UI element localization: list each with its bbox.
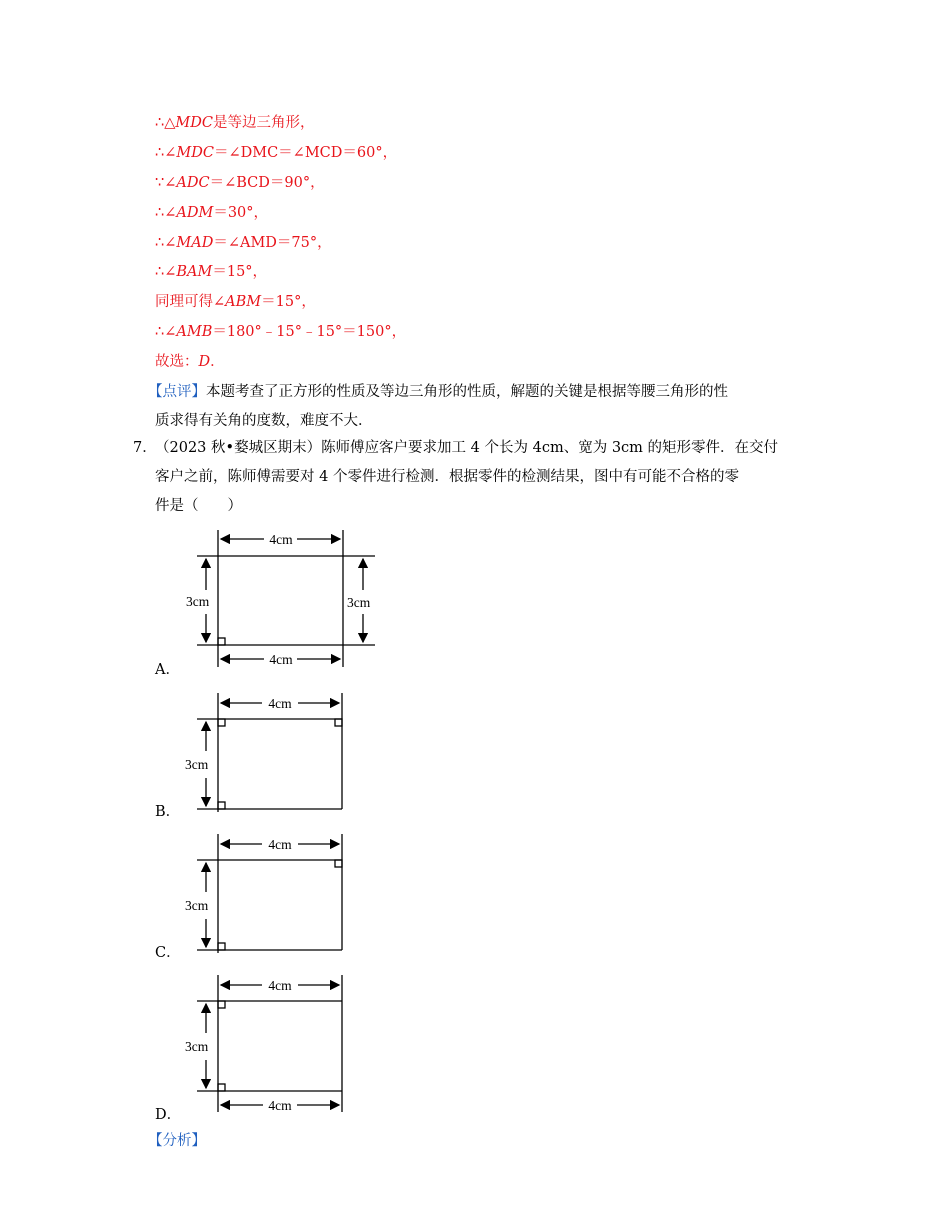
figure-a bbox=[185, 522, 385, 672]
comment-line-2: 质求得有关角的度数，难度不大． bbox=[155, 413, 373, 429]
solution-line: ∴∠MAD＝∠AMD＝75°， bbox=[155, 235, 332, 251]
question-line-2: 客户之前，陈师傅需要对 4 个零件进行检测．根据零件的检测结果，图中有可能不合格的零 bbox=[155, 469, 739, 485]
question-line-1: （2023 秋•婺城区期末）陈师傅应客户要求加工 4 个长为 4cm、宽为 3cm 的矩形零件．在交付 bbox=[155, 440, 779, 456]
label-left-height: 3cm bbox=[186, 594, 210, 609]
question-line-3: 件是（ ） bbox=[155, 498, 242, 514]
analysis-tag: 【分析】 bbox=[148, 1133, 206, 1149]
label-top-width: 4cm bbox=[268, 978, 292, 993]
comment-tag: 【点评】 bbox=[148, 384, 206, 400]
solution-line: ∴∠AMB＝180°﹣15°﹣15°＝150°， bbox=[155, 324, 407, 340]
solution-line: 同理可得∠ABM＝15°， bbox=[155, 294, 316, 310]
option-d[interactable]: D． bbox=[155, 1107, 182, 1123]
question-number: 7． bbox=[133, 440, 157, 456]
label-left-height: 3cm bbox=[185, 757, 209, 772]
label-top-width: 4cm bbox=[268, 837, 292, 852]
solution-line: ∴∠MDC＝∠DMC＝∠MCD＝60°， bbox=[155, 145, 398, 161]
label-top-width: 4cm bbox=[269, 532, 293, 547]
solution-line: 故选：D． bbox=[155, 354, 225, 370]
solution-line: ∴△MDC是等边三角形， bbox=[155, 115, 315, 131]
label-left-height: 3cm bbox=[185, 898, 209, 913]
solution-line: ∴∠ADM＝30°， bbox=[155, 205, 269, 221]
label-bottom-width: 4cm bbox=[269, 652, 293, 667]
figure-d bbox=[185, 972, 385, 1117]
label-top-width: 4cm bbox=[268, 696, 292, 711]
label-right-height: 3cm bbox=[347, 595, 371, 610]
solution-line: ∵∠ADC＝∠BCD＝90°， bbox=[155, 175, 325, 191]
option-a[interactable]: A． bbox=[155, 662, 180, 678]
figure-b bbox=[185, 690, 385, 820]
comment-paragraph: 【点评】本题考查了正方形的性质及等边三角形的性质，解题的关键是根据等腰三角形的性 bbox=[148, 384, 728, 400]
option-c[interactable]: C． bbox=[155, 945, 181, 961]
solution-line: ∴∠BAM＝15°， bbox=[155, 264, 268, 280]
option-b[interactable]: B． bbox=[155, 804, 181, 820]
label-left-height: 3cm bbox=[185, 1039, 209, 1054]
figure-c bbox=[185, 831, 385, 961]
label-bottom-width: 4cm bbox=[268, 1098, 292, 1113]
